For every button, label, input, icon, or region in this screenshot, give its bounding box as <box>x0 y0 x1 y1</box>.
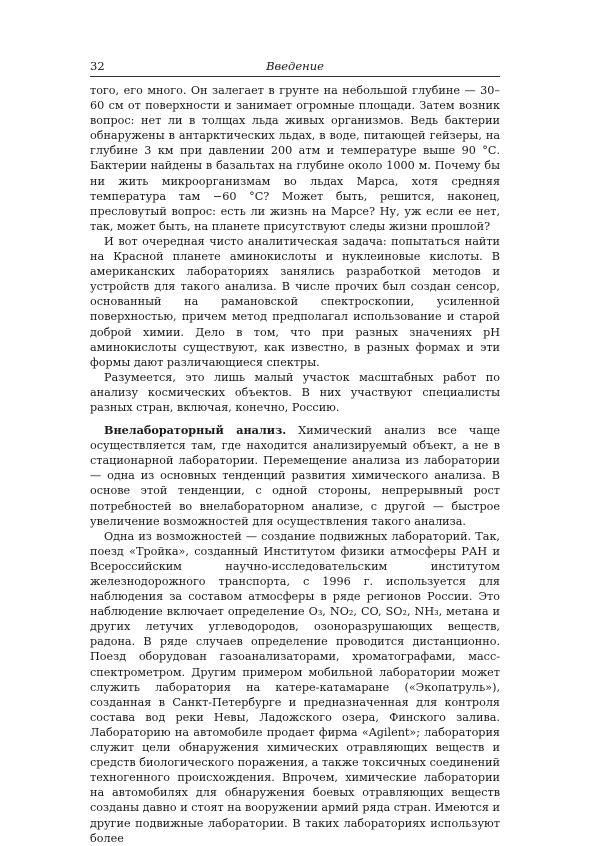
run-in-heading: Внелабораторный анализ. <box>104 423 287 438</box>
paragraph-field-analysis-text: Химический анализ все чаще осуществляется там, где находится анализируемый объект, а не в стационарной лаборатории. Перемещение анализа из лаборатории — одна из основных тенденций развития химического анализа. В основе этой тенденции, с одной стороны, непрерывный рост потребностей во внелабораторном анализе, с другой — быстрое увеличение возможностей для осуществления такого анализа. <box>90 424 500 528</box>
section-title: Введение <box>266 59 324 73</box>
running-head <box>90 58 500 77</box>
paragraph-field-analysis <box>90 423 500 529</box>
paragraph-mobile-labs: Одна из возможностей — создание подвижных лабораторий. Так, поезд «Тройка», созданный Институтом физики атмосферы РАН и Всероссийским научно-исследовательским институтом железнодорожного транспорта, с 1996 г. используется для наблюдения за составом атмосферы в ряде регионов России. Это наблюдение включает определение O₃, NO₂, CO, SO₂, NH₃, метана и других летучих углеводородов, озоноразрушающих веществ, радона. В ряде случаев определение проводится дистанционно. Поезд оборудован газоанализаторами, хроматографами, масс-спектрометром. Другим примером мобильной лаборатории может служить лаборатория на катере-катамаране («Экопатруль»), созданная в Санкт-Петербурге и предназначенная для контроля состава вод реки Невы, Ладожского озера, Финского залива. Лабораторию на автомобиле продает фирма «Agilent»; лаборатория служит цели обнаружения химических отравляющих веществ и средств биологического поражения, а также токсичных соединений техногенного происхождения. Впрочем, химические лаборатории на автомобилях для обнаружения боевых отравляющих веществ созданы давно и стоят на вооружении армий ряда стран. Имеются и другие подвижные лаборатории. В таких лабораториях используют более <box>90 529 500 845</box>
paragraph-amino-acids: И вот очередная чисто аналитическая задача: попытаться найти на Красной планете аминокислоты и нуклеиновые кислоты. В американских лабораториях занялись разработкой методов и устройств для такого анализа. В числе прочих был создан сенсор, основанный на рамановской спектроскопии, усиленной поверхностью, причем метод предполагал использование и старой доброй химии. Дело в том, что при разных значениях pH аминокислоты существуют, как известно, в разных формах и эти формы дают различающиеся спектры. <box>90 234 500 369</box>
paragraph-space-analysis: Разумеется, это лишь малый участок масштабных работ по анализу космических объектов. В них участвуют специалисты разных стран, включая, конечно, Россию. <box>90 370 500 414</box>
book-page <box>90 58 500 846</box>
paragraph-mars-ice: того, его много. Он залегает в грунте на небольшой глубине — 30–60 см от поверхности и занимает огромные площади. Затем возник вопрос: нет ли в толщах льда живых организмов. Ведь бактерии обнаружены в антарктических льдах, в воде, питающей гейзеры, на глубине 3 км при давлении 200 атм и температуре выше 90 °С. Бактерии найдены в базальтах на глубине около 1000 м. Почему бы ни жить микроорганизмам во льдах Марса, хотя средняя температура там −60 °С? Может быть, решится, наконец, пресловутый вопрос: есть ли жизнь на Марсе? Ну, уж если ее нет, так, может быть, на планете присутствуют следы жизни прошлой? <box>90 84 500 233</box>
page-number: 32 <box>90 59 105 73</box>
body-text <box>90 83 500 846</box>
